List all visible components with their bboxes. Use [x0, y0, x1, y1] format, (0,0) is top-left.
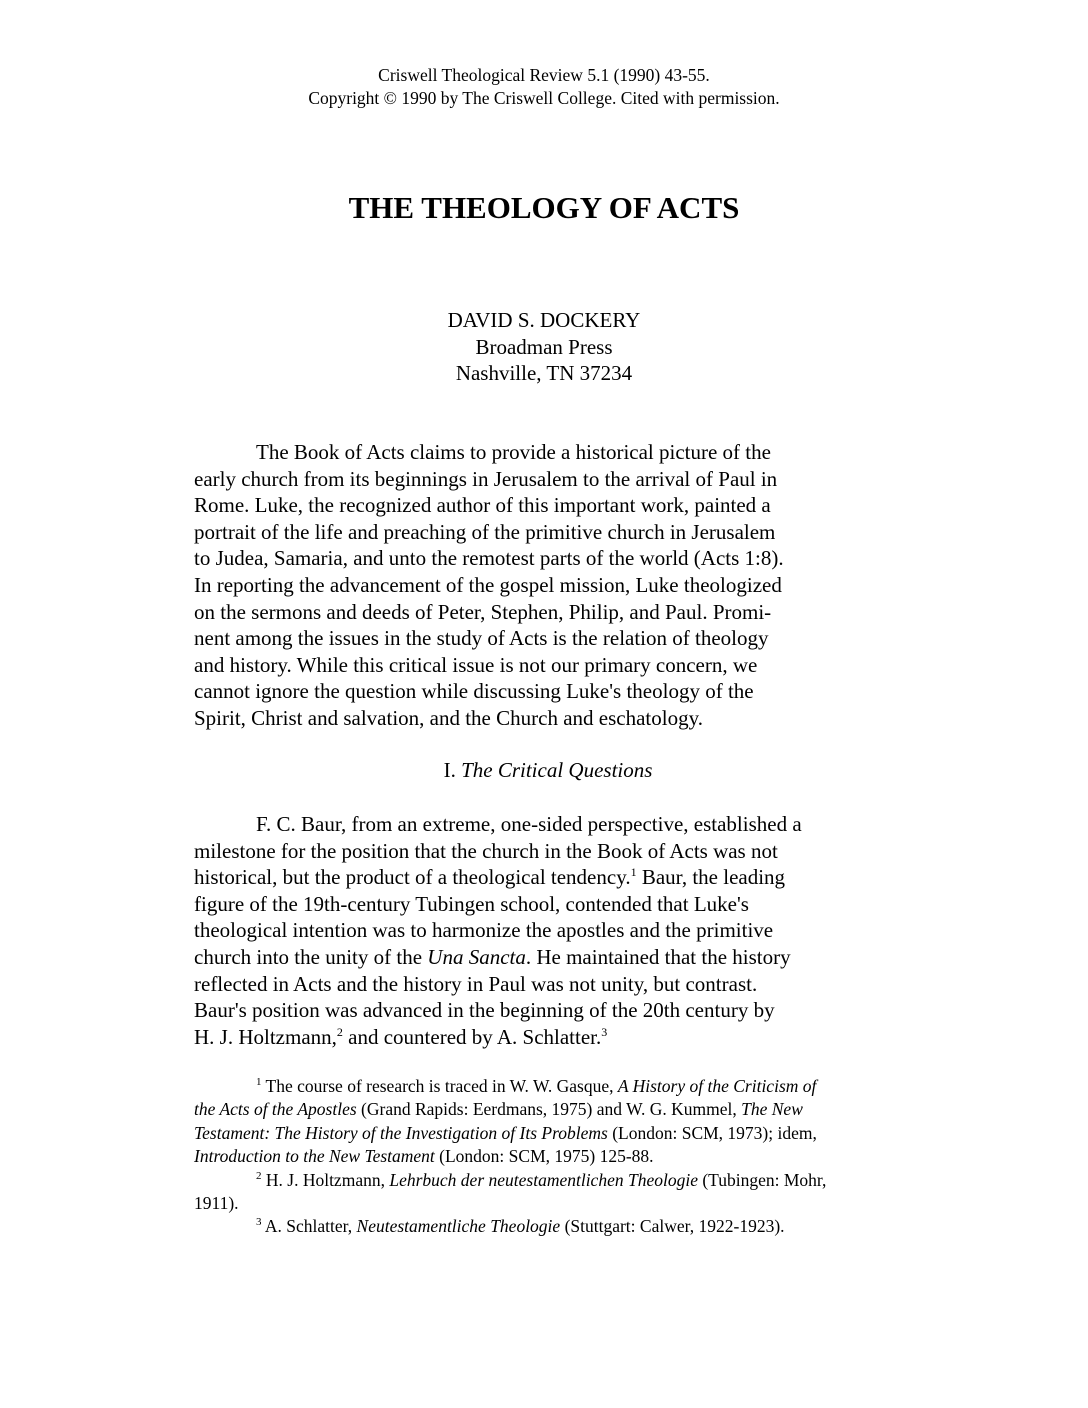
paragraph-line: reflected in Acts and the history in Paul was not unity, but contrast.	[194, 971, 758, 996]
footnote-2-line: $^2$ H. J. Holtzmann, Lehrbuch der neutestamentlichen Theologie (Tubingen: Mohr,	[256, 1169, 827, 1190]
footnote-1-line: $^1$ The course of research is traced in W. W. Gasque, A History of the Criticism of	[256, 1076, 817, 1096]
footnote-ref-3[interactable]: 3	[601, 1024, 608, 1039]
paragraph-line: early church from its beginnings in Jerusalem to the arrival of Paul in	[194, 466, 778, 491]
citation-line: Criswell Theological Review 5.1 (1990) 43-55.	[378, 65, 710, 85]
paragraph-critical	[194, 811, 894, 1050]
paragraph-line: Spirit, Christ and salvation, and the Church and eschatology.	[194, 705, 703, 730]
footnote-2-line: 1911).	[194, 1193, 239, 1214]
footnote-mark-2: 2	[256, 1169, 262, 1182]
journal-header	[0, 64, 1088, 110]
paragraph-line: cannot ignore the question while discussing Luke's theology of the	[194, 679, 754, 704]
paragraph-line: figure of the 19th-century Tubingen school, contended that Luke's	[194, 891, 749, 916]
author-affiliation: Broadman Press	[475, 334, 613, 359]
footnote-ref-1[interactable]: 1	[630, 865, 637, 880]
paragraph-line: Baur's position was advanced in the beginning of the 20th century by	[194, 998, 775, 1023]
paragraph-line: milestone for the position that the church in the Book of Acts was not	[194, 838, 778, 863]
paragraph-line: H. J. Holtzmann,$^2$ and countered by A. Schlatter.$^3$	[194, 1024, 608, 1049]
paragraph-line: F. C. Baur, from an extreme, one-sided perspective, established a	[256, 812, 802, 836]
copyright-line: Copyright © 1990 by The Criswell College. Cited with permission.	[308, 88, 780, 108]
author-location: Nashville, TN 37234	[455, 361, 633, 385]
section-heading	[0, 757, 1088, 784]
paragraph-line: and history. While this critical issue is not our primary concern, we	[194, 652, 758, 677]
footnote-mark-1: 1	[256, 1076, 262, 1088]
footnote-1-line: Testament: The History of the Investigation of Its Problems (London: SCM, 1973); idem,	[194, 1122, 817, 1143]
paragraph-line: Rome. Luke, the recognized author of this important work, painted a	[194, 493, 771, 518]
footnote-1-line: Introduction to the New Testament (London: SCM, 1975) 125-88.	[194, 1146, 654, 1167]
footnote-mark-3: 3	[256, 1216, 262, 1229]
author-name: DAVID S. DOCKERY	[447, 308, 641, 332]
paragraph-line: The Book of Acts claims to provide a historical picture of the	[256, 440, 771, 464]
footnotes	[194, 1075, 904, 1239]
paragraph-line: In reporting the advancement of the gospel mission, Luke theologized	[194, 572, 782, 597]
paragraph-line: nent among the issues in the study of Acts is the relation of theology	[194, 626, 769, 651]
paragraph-line: portrait of the life and preaching of the primitive church in Jerusalem	[194, 519, 776, 544]
footnote-3-line: $^3$ A. Schlatter, Neutestamentliche Theologie (Stuttgart: Calwer, 1922-1923).	[256, 1216, 785, 1237]
paragraph-line: church into the unity of the Una Sancta. He maintained that the history	[194, 944, 791, 969]
article-title: THE THEOLOGY OF ACTS	[348, 190, 740, 225]
paragraph-line: historical, but the product of a theological tendency.$^1$ Baur, the leading	[194, 865, 786, 890]
footnote-1-line: the Acts of the Apostles (Grand Rapids: Eerdmans, 1975) and W. G. Kummel, The New	[194, 1099, 803, 1120]
una-sancta-term: Una Sancta	[427, 944, 526, 969]
author-block	[0, 307, 1088, 387]
footnote-ref-2[interactable]: 2	[336, 1024, 343, 1039]
section-title: The Critical Questions	[461, 758, 653, 782]
paragraph-line: on the sermons and deeds of Peter, Stephen, Philip, and Paul. Promi-	[194, 599, 772, 624]
paragraph-intro	[194, 439, 894, 732]
section-number: I.	[443, 758, 456, 782]
paragraph-line: to Judea, Samaria, and unto the remotest parts of the world (Acts 1:8).	[194, 546, 784, 571]
paragraph-line: theological intention was to harmonize the apostles and the primitive	[194, 918, 774, 943]
